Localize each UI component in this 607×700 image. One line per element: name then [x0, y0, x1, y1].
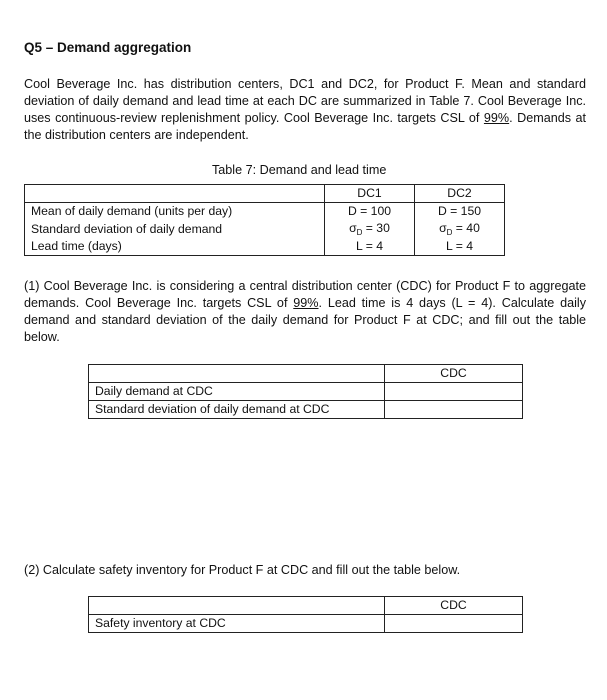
- cdc-row-label: Standard deviation of daily demand at CDC: [89, 401, 385, 419]
- table7: [24, 184, 505, 256]
- table7-cell: [415, 220, 505, 238]
- table7-cell: L = 4: [415, 238, 505, 256]
- table-row: [25, 220, 505, 238]
- table-row: [89, 615, 523, 633]
- table-row: [25, 238, 505, 256]
- cdc-col-header: CDC: [385, 597, 523, 615]
- cdc-table-2: [88, 596, 523, 633]
- intro-paragraph: [24, 76, 586, 144]
- daily-demand-answer-cell[interactable]: [385, 383, 523, 401]
- table-row: [89, 383, 523, 401]
- cdc-table-corner-cell: [89, 365, 385, 383]
- table7-cell: [325, 220, 415, 238]
- table7-col-header: DC2: [415, 185, 505, 203]
- sigma-symbol: σ: [439, 221, 447, 235]
- cdc-table-1: [88, 364, 523, 419]
- cdc-col-header: CDC: [385, 365, 523, 383]
- cdc-table-header-row: [89, 597, 523, 615]
- cdc-table-corner-cell: [89, 597, 385, 615]
- table7-cell: D = 100: [325, 203, 415, 221]
- sigma-subscript: D: [446, 228, 453, 237]
- intro-text-end: . Demands at the distribution centers are independent.: [24, 111, 586, 142]
- sigma-symbol: σ: [349, 221, 357, 235]
- table-row: [25, 203, 505, 221]
- cdc-table-header-row: [89, 365, 523, 383]
- table7-cell: D = 150: [415, 203, 505, 221]
- question1-text-end: . Lead time is 4 days (L = 4). Calculate daily demand and standard deviation of the daily demand for Product F at CDC; and fill out the table below.: [24, 296, 587, 344]
- std-dev-answer-cell[interactable]: [385, 401, 523, 419]
- question1-text: (1) Cool Beverage Inc. is considering a central distribution center (CDC) for Product F to aggregate demands. Cool Beverage Inc. targets CSL of: [24, 279, 586, 310]
- table7-corner-cell: [25, 185, 325, 203]
- question2-paragraph: (2) Calculate safety inventory for Product F at CDC and fill out the table below.: [24, 563, 461, 577]
- sigma-subscript: D: [356, 228, 363, 237]
- intro-csl: 99%: [483, 111, 510, 125]
- sigma-value: = 40: [452, 221, 480, 235]
- table7-header-row: [25, 185, 505, 203]
- table7-caption: Table 7: Demand and lead time: [212, 163, 387, 177]
- sigma-value: = 30: [362, 221, 390, 235]
- intro-text: Cool Beverage Inc. has distribution centers, DC1 and DC2, for Product F. Mean and standard deviation of daily demand and lead time at each DC are summarized in Table 7. Cool Beverage Inc. uses continuous-review replenishment policy. Cool Beverage Inc. targets CSL of: [24, 77, 586, 125]
- table7-cell: L = 4: [325, 238, 415, 256]
- question-heading: Q5 – Demand aggregation: [24, 40, 192, 55]
- table7-row-label: Standard deviation of daily demand: [25, 220, 325, 238]
- table7-row-label: Mean of daily demand (units per day): [25, 203, 325, 221]
- question1-csl: 99%: [293, 296, 319, 310]
- table-row: [89, 401, 523, 419]
- cdc-row-label: Daily demand at CDC: [89, 383, 385, 401]
- table7-row-label: Lead time (days): [25, 238, 325, 256]
- safety-inventory-answer-cell[interactable]: [385, 615, 523, 633]
- question1-paragraph: [24, 278, 586, 346]
- cdc-row-label: Safety inventory at CDC: [89, 615, 385, 633]
- table7-col-header: DC1: [325, 185, 415, 203]
